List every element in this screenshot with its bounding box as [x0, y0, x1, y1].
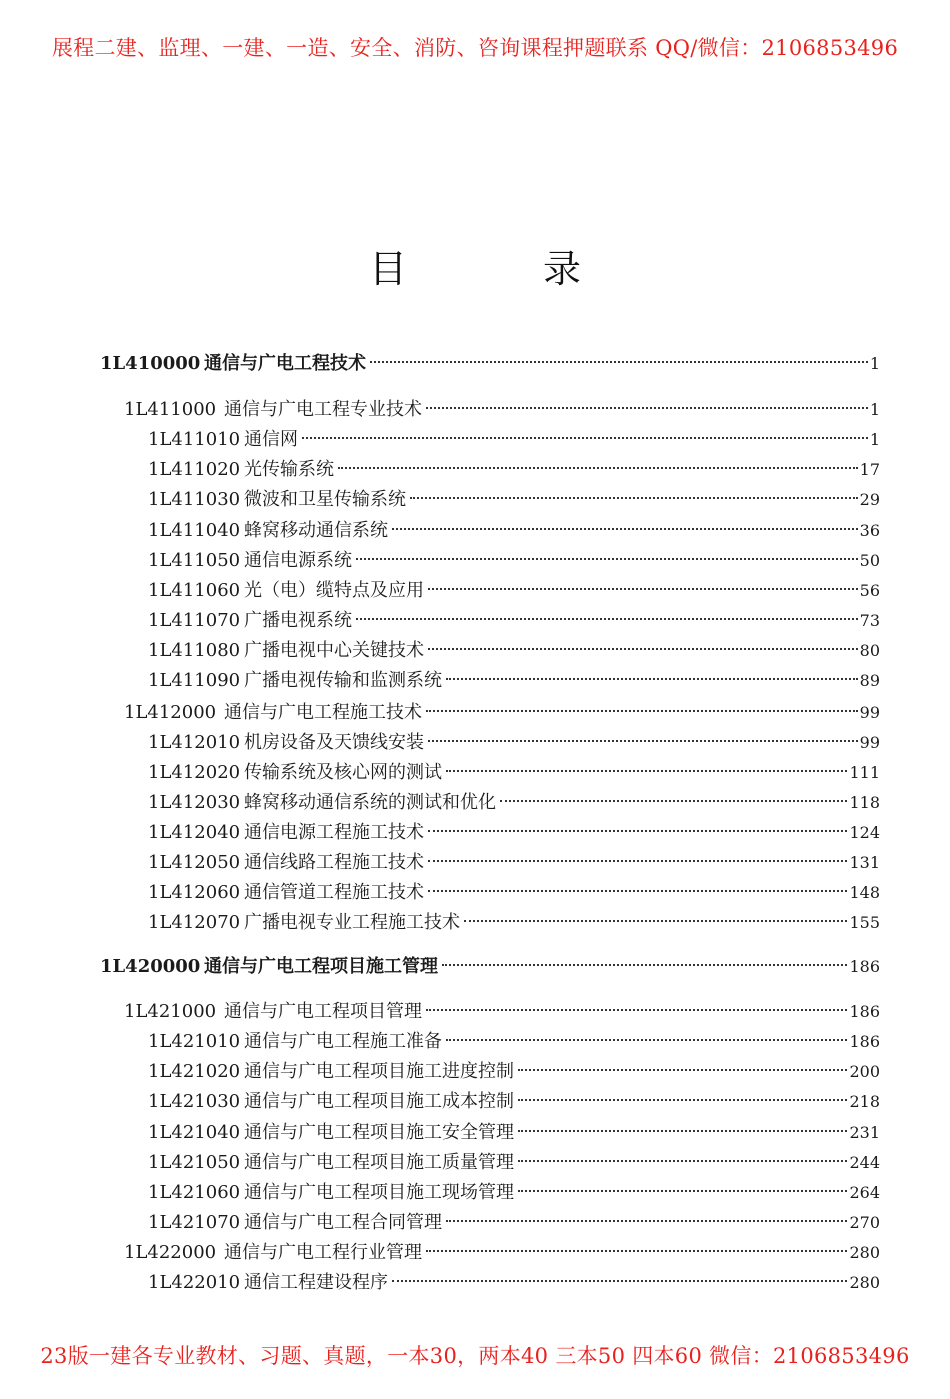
- toc-chapter-entry[interactable]: [124, 700, 880, 726]
- toc-page-number: 36: [859, 521, 880, 540]
- toc-label: 通信与广电工程项目施工管理: [204, 956, 438, 977]
- toc-code: 1L421000: [124, 1001, 217, 1022]
- toc-chapter-entry[interactable]: [124, 999, 880, 1025]
- toc-page-number: 73: [859, 611, 880, 630]
- toc-dot-leader: [410, 497, 858, 499]
- toc-code: 1L412040: [148, 822, 241, 843]
- toc-section-entry[interactable]: [148, 910, 880, 936]
- toc-section-entry[interactable]: [148, 1180, 880, 1206]
- toc-code: 1L411070: [148, 610, 241, 631]
- toc-dot-leader: [428, 740, 858, 742]
- toc-section-entry[interactable]: [148, 1120, 880, 1146]
- toc-code: 1L412020: [148, 762, 241, 783]
- toc-label: 蜂窝移动通信系统: [244, 520, 388, 541]
- toc-label: 通信与广电工程行业管理: [224, 1242, 422, 1263]
- toc-code: 1L412060: [148, 882, 241, 903]
- toc-label: 通信与广电工程项目施工进度控制: [244, 1061, 514, 1082]
- toc-page-number: 200: [849, 1062, 880, 1081]
- toc-section-entry[interactable]: [148, 1059, 880, 1085]
- toc-dot-leader: [356, 618, 858, 620]
- toc-section-entry[interactable]: [148, 880, 880, 906]
- toc-dot-leader: [446, 770, 847, 772]
- toc-section-entry[interactable]: [148, 850, 880, 876]
- toc-section-entry[interactable]: [148, 668, 880, 694]
- toc-page-number: 131: [849, 853, 880, 872]
- toc-dot-leader: [446, 1220, 847, 1222]
- toc-section-entry[interactable]: [148, 578, 880, 604]
- toc-label: 通信管道工程施工技术: [244, 882, 424, 903]
- toc-page-number: 186: [849, 957, 880, 976]
- toc-section-entry[interactable]: [148, 1089, 880, 1115]
- toc-page-number: 118: [849, 793, 880, 812]
- toc-page-number: 17: [859, 460, 880, 479]
- toc-code: 1L422010: [148, 1272, 241, 1293]
- toc-dot-leader: [428, 648, 858, 650]
- toc-label: 广播电视中心关键技术: [244, 640, 424, 661]
- toc-label: 通信与广电工程施工准备: [244, 1031, 442, 1052]
- toc-section-entry[interactable]: [148, 487, 880, 513]
- toc-label: 通信与广电工程项目施工安全管理: [244, 1122, 514, 1143]
- toc-code: 1L411000: [124, 399, 217, 420]
- toc-page-number: 111: [849, 763, 880, 782]
- toc-code: 1L412010: [148, 732, 241, 753]
- toc-dot-leader: [518, 1099, 847, 1101]
- toc-label: 通信网: [244, 429, 298, 450]
- toc-section-entry[interactable]: [148, 790, 880, 816]
- toc-code: 1L421040: [148, 1122, 241, 1143]
- toc-page-number: 80: [859, 641, 880, 660]
- toc-dot-leader: [426, 1009, 847, 1011]
- toc-label: 微波和卫星传输系统: [244, 489, 406, 510]
- toc-page-number: 99: [859, 703, 880, 722]
- toc-code: 1L412050: [148, 852, 241, 873]
- toc-code: 1L421070: [148, 1212, 241, 1233]
- toc-code: 1L411040: [148, 520, 241, 541]
- toc-code: 1L411010: [148, 429, 241, 450]
- toc-label: 机房设备及天馈线安装: [244, 732, 424, 753]
- toc-page-number: 1: [869, 430, 880, 449]
- toc-code: 1L411090: [148, 670, 241, 691]
- toc-section-entry[interactable]: [148, 608, 880, 634]
- toc-section-entry[interactable]: [148, 518, 880, 544]
- toc-dot-leader: [518, 1160, 847, 1162]
- toc-chapter-entry[interactable]: [124, 1240, 880, 1266]
- toc-dot-leader: [370, 361, 868, 363]
- toc-code: 1L411030: [148, 489, 241, 510]
- toc-dot-leader: [392, 1280, 847, 1282]
- toc-page-number: 218: [849, 1092, 880, 1111]
- toc-section-entry[interactable]: [148, 1150, 880, 1176]
- toc-label: 通信与广电工程项目管理: [224, 1001, 422, 1022]
- toc-code: 1L411080: [148, 640, 241, 661]
- toc-page-number: 264: [849, 1183, 880, 1202]
- toc-code: 1L421060: [148, 1182, 241, 1203]
- toc-dot-leader: [518, 1130, 847, 1132]
- toc-section-entry[interactable]: [148, 1270, 880, 1296]
- toc-label: 通信线路工程施工技术: [244, 852, 424, 873]
- toc-dot-leader: [428, 830, 847, 832]
- toc-page-number: 89: [859, 671, 880, 690]
- toc-page-number: 1: [869, 354, 880, 373]
- toc-page-number: 280: [849, 1273, 880, 1292]
- toc-label: 通信与广电工程项目施工成本控制: [244, 1091, 514, 1112]
- toc-label: 通信与广电工程专业技术: [224, 399, 422, 420]
- toc-page-number: 148: [849, 883, 880, 902]
- toc-label: 通信工程建设程序: [244, 1272, 388, 1293]
- toc-label: 蜂窝移动通信系统的测试和优化: [244, 792, 496, 813]
- toc-dot-leader: [446, 678, 858, 680]
- toc-part-entry[interactable]: [100, 954, 880, 980]
- toc-dot-leader: [446, 1039, 847, 1041]
- header-banner: 展程二建、监理、一建、一造、安全、消防、咨询课程押题联系 QQ/微信：2106853496: [51, 36, 899, 60]
- toc-code: 1L411050: [148, 550, 241, 571]
- toc-label: 通信与广电工程技术: [204, 353, 366, 374]
- toc-page-number: 99: [859, 733, 880, 752]
- toc-page-number: 50: [859, 551, 880, 570]
- toc-label: 光传输系统: [244, 459, 334, 480]
- toc-page-number: 186: [849, 1032, 880, 1051]
- toc-code: 1L421020: [148, 1061, 241, 1082]
- toc-dot-leader: [392, 528, 858, 530]
- toc-code: 1L411020: [148, 459, 241, 480]
- toc-dot-leader: [302, 437, 868, 439]
- toc-section-entry[interactable]: [148, 1029, 880, 1055]
- toc-section-entry[interactable]: [148, 638, 880, 664]
- toc-code: 1L412000: [124, 702, 217, 723]
- toc-label: 通信电源工程施工技术: [244, 822, 424, 843]
- toc-dot-leader: [426, 407, 868, 409]
- toc-label: 通信与广电工程合同管理: [244, 1212, 442, 1233]
- toc-dot-leader: [500, 800, 847, 802]
- toc-part-entry[interactable]: [100, 351, 880, 377]
- toc-code: 1L410000: [100, 353, 201, 374]
- toc-page-number: 155: [849, 913, 880, 932]
- toc-section-entry[interactable]: [148, 457, 880, 483]
- toc-label: 广播电视专业工程施工技术: [244, 912, 460, 933]
- toc-dot-leader: [426, 710, 858, 712]
- toc-dot-leader: [356, 558, 858, 560]
- toc-dot-leader: [442, 964, 847, 966]
- toc-dot-leader: [428, 588, 858, 590]
- toc-code: 1L411060: [148, 580, 241, 601]
- toc-code: 1L412070: [148, 912, 241, 933]
- page-title: 目 录: [368, 247, 644, 291]
- toc-page-number: 186: [849, 1002, 880, 1021]
- toc-dot-leader: [518, 1190, 847, 1192]
- toc-code: 1L420000: [100, 956, 201, 977]
- toc-section-entry[interactable]: [148, 427, 880, 453]
- toc-section-entry[interactable]: [148, 1210, 880, 1236]
- toc-section-entry[interactable]: [148, 820, 880, 846]
- toc-section-entry[interactable]: [148, 548, 880, 574]
- toc-dot-leader: [426, 1250, 847, 1252]
- toc-page-number: 56: [859, 581, 880, 600]
- toc-dot-leader: [428, 890, 847, 892]
- toc-page-number: 231: [849, 1123, 880, 1142]
- toc-code: 1L421050: [148, 1152, 241, 1173]
- toc-label: 通信与广电工程项目施工现场管理: [244, 1182, 514, 1203]
- toc-label: 通信电源系统: [244, 550, 352, 571]
- toc-dot-leader: [518, 1069, 847, 1071]
- toc-page-number: 124: [849, 823, 880, 842]
- toc-section-entry[interactable]: [148, 760, 880, 786]
- toc-label: 广播电视传输和监测系统: [244, 670, 442, 691]
- toc-dot-leader: [428, 860, 847, 862]
- toc-label: 光（电）缆特点及应用: [244, 580, 424, 601]
- toc-label: 广播电视系统: [244, 610, 352, 631]
- toc-chapter-entry[interactable]: [124, 397, 880, 423]
- toc-code: 1L421030: [148, 1091, 241, 1112]
- toc-page-number: 1: [869, 400, 880, 419]
- toc-page-number: 270: [849, 1213, 880, 1232]
- footer-banner: 23版一建各专业教材、习题、真题，一本30，两本40 三本50 四本60 微信：2106853496: [40, 1344, 910, 1368]
- toc-section-entry[interactable]: [148, 730, 880, 756]
- toc-label: 传输系统及核心网的测试: [244, 762, 442, 783]
- toc-code: 1L421010: [148, 1031, 241, 1052]
- toc-code: 1L422000: [124, 1242, 217, 1263]
- toc-label: 通信与广电工程项目施工质量管理: [244, 1152, 514, 1173]
- toc-page-number: 244: [849, 1153, 880, 1172]
- toc-dot-leader: [464, 920, 847, 922]
- toc-code: 1L412030: [148, 792, 241, 813]
- toc-page-number: 29: [859, 490, 880, 509]
- toc-dot-leader: [338, 467, 858, 469]
- toc-label: 通信与广电工程施工技术: [224, 702, 422, 723]
- toc-page-number: 280: [849, 1243, 880, 1262]
